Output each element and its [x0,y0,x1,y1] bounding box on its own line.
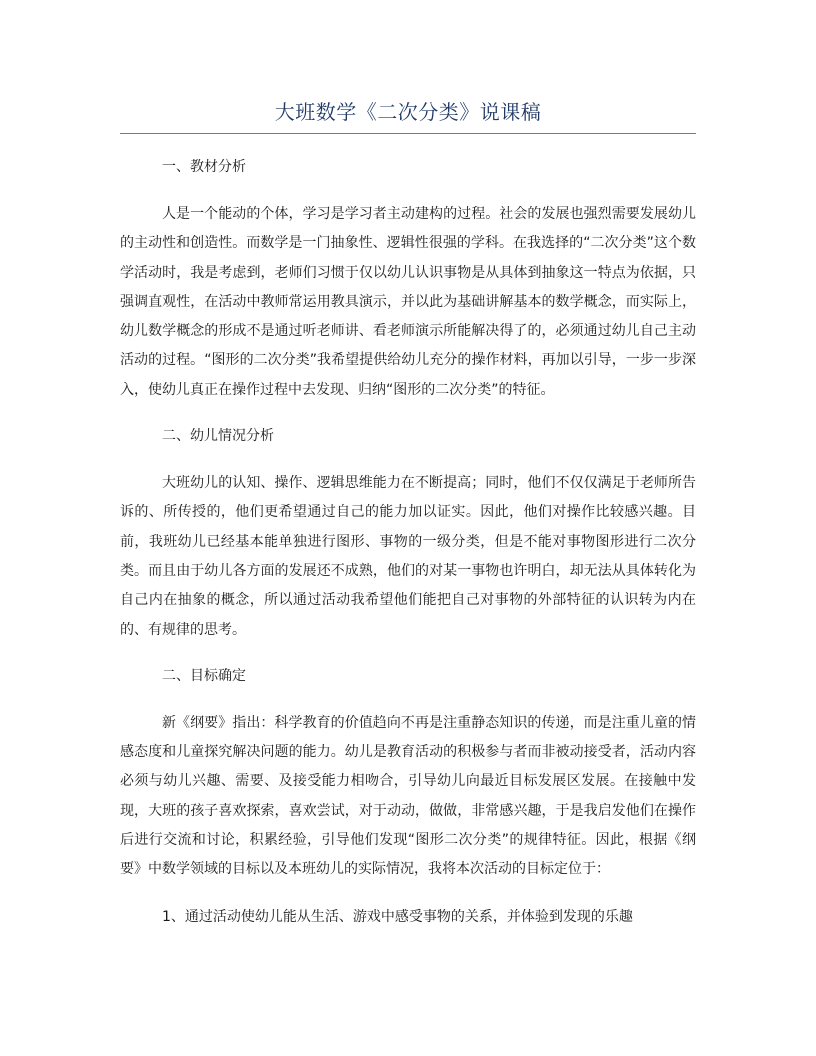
section-heading-children-analysis: 二、幼儿情况分析 [162,428,274,445]
section-paragraph-material-analysis: 人是一个能动的个体，学习是学习者主动建构的过程。社会的发展也强烈需要发展幼儿的主动性和创造性。而数学是一门抽象性、逻辑性很强的学科。在我选择的“二次分类”这个数学活动时，我是考虑到，老师们习惯于仅以幼儿认识事物是从具体到抽象这一特点为依据，只强调直观性，在活动中教师常运用教具演示，并以此为基础讲解基本的数学概念，而实际上，幼儿数学概念的形成不是通过听老师讲、看老师演示所能解决得了的，必须通过幼儿自己主动活动的过程。“图形的二次分类”我希望提供给幼儿充分的操作材料，再加以引导，一步一步深入，使幼儿真正在操作过程中去发现、归纳“图形的二次分类”的特征。 [120,206,696,398]
section-paragraph-goal-setting: 新《纲要》指出：科学教育的价值趋向不再是注重静态知识的传递，而是注重儿童的情感态度和儿童探究解决问题的能力。幼儿是教育活动的积极参与者而非被动接受者，活动内容必须与幼儿兴趣、需要、及接受能力相吻合，引导幼儿向最近目标发展区发展。在接触中发现，大班的孩子喜欢探索，喜欢尝试，对于动动，做做，非常感兴趣，于是我启发他们在操作后进行交流和讨论，积累经验，引导他们发现“图形二次分类”的规律特征。因此，根据《纲要》中数学领域的目标以及本班幼儿的实际情况，我将本次活动的目标定位于： [120,714,696,878]
section-paragraph-children-analysis: 大班幼儿的认知、操作、逻辑思维能力在不断提高；同时，他们不仅仅满足于老师所告诉的、所传授的，他们更希望通过自己的能力加以证实。因此，他们对操作比较感兴趣。目前，我班幼儿已经基本能单独进行图形、事物的一级分类，但是不能对事物图形进行二次分类。而且由于幼儿各方面的发展还不成熟，他们的对某一事物也许明白，却无法从具体转化为自己内在抽象的概念，所以通过活动我希望他们能把自己对事物的外部特征的认识转为内在的、有规律的思考。 [120,475,696,638]
section-heading-goal-setting: 二、目标确定 [162,667,246,684]
document-title: 大班数学《二次分类》说课稿 [274,100,542,124]
goal-item-1: 1、通过活动使幼儿能从生活、游戏中感受事物的关系，并体验到发现的乐趣 [162,908,633,925]
section-heading-material-analysis: 一、教材分析 [162,159,246,175]
title-underline [120,133,696,134]
document-body [120,153,696,932]
